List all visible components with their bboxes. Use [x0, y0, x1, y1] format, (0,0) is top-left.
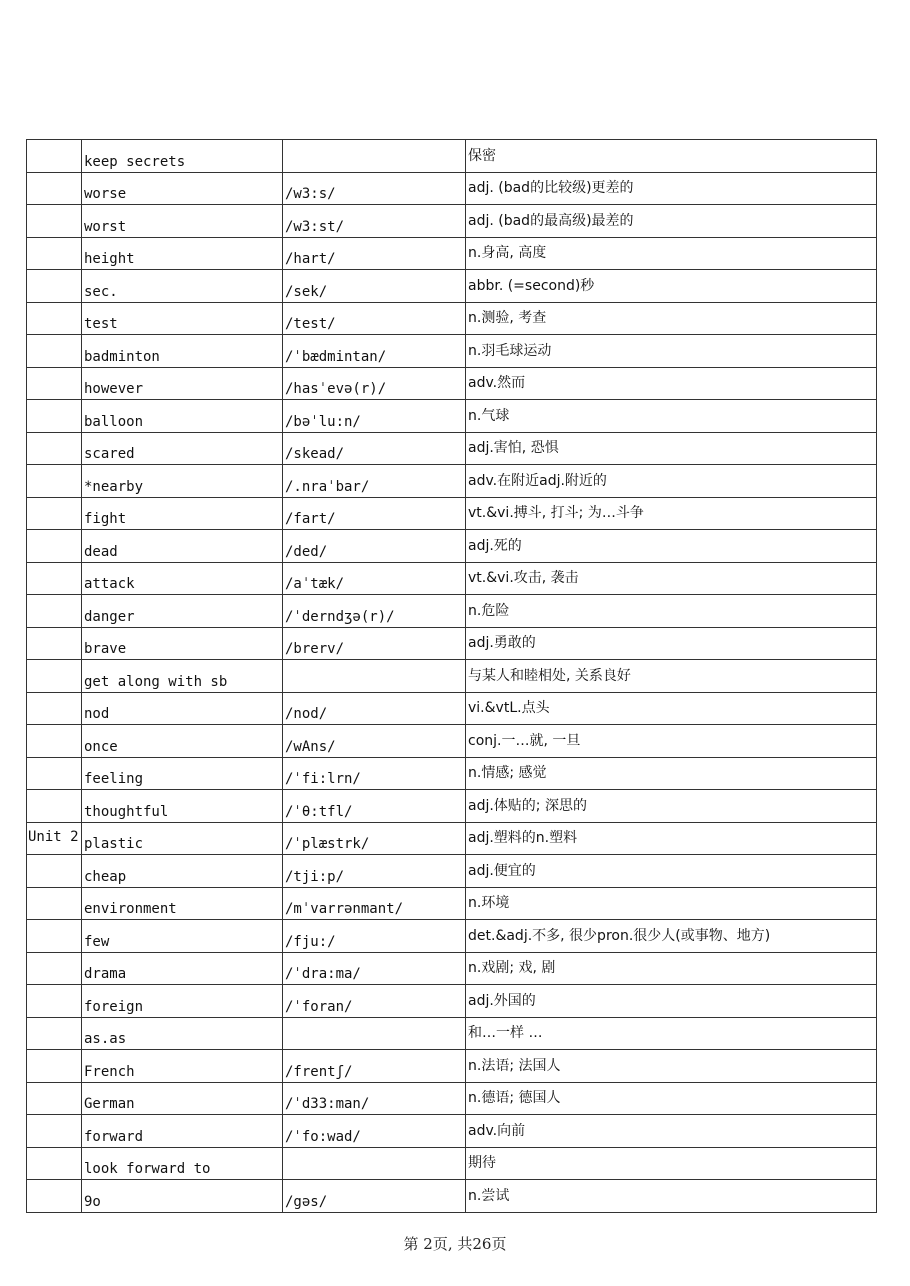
meaning-cell: adv.然而: [466, 367, 877, 400]
phonetic-cell: /brerv/: [283, 627, 466, 660]
meaning-cell: adj.体贴的; 深思的: [466, 790, 877, 823]
phonetic-cell: /hart/: [283, 237, 466, 270]
table-row: [27, 140, 877, 173]
word-cell: feeling: [82, 757, 283, 790]
word-cell: get along with sb: [82, 660, 283, 693]
phonetic-cell: /nod/: [283, 692, 466, 725]
page-footer: 第 2页, 共26页: [403, 1235, 507, 1253]
word-cell: balloon: [82, 400, 283, 433]
unit-cell: [27, 497, 82, 530]
phonetic-cell: /skead/: [283, 432, 466, 465]
phonetic-cell: /fart/: [283, 497, 466, 530]
unit-cell: [27, 920, 82, 953]
word-cell: once: [82, 725, 283, 758]
unit-cell: Unit 2: [27, 822, 82, 855]
table-row: [27, 172, 877, 205]
unit-cell: [27, 432, 82, 465]
unit-cell: [27, 952, 82, 985]
table-row: [27, 790, 877, 823]
table-row: [27, 952, 877, 985]
table-row: [27, 985, 877, 1018]
phonetic-cell: /tji:p/: [283, 855, 466, 888]
unit-cell: [27, 725, 82, 758]
word-cell: dead: [82, 530, 283, 563]
table-row: [27, 627, 877, 660]
meaning-cell: vi.&vtL.点头: [466, 692, 877, 725]
meaning-cell: n.环境: [466, 887, 877, 920]
meaning-cell: 期待: [466, 1147, 877, 1180]
word-cell: fight: [82, 497, 283, 530]
word-cell: plastic: [82, 822, 283, 855]
table-row: [27, 1115, 877, 1148]
word-cell: nod: [82, 692, 283, 725]
phonetic-cell: /ˈplæstrk/: [283, 822, 466, 855]
phonetic-cell: /bəˈlu:n/: [283, 400, 466, 433]
word-cell: forward: [82, 1115, 283, 1148]
table-row: [27, 367, 877, 400]
phonetic-cell: /ˈforan/: [283, 985, 466, 1018]
word-cell: worse: [82, 172, 283, 205]
phonetic-cell: /wAns/: [283, 725, 466, 758]
table-row: [27, 562, 877, 595]
table-row: [27, 887, 877, 920]
unit-cell: [27, 270, 82, 303]
meaning-cell: adv.在附近adj.附近的: [466, 465, 877, 498]
phonetic-cell: /w3:st/: [283, 205, 466, 238]
meaning-cell: adj.害怕, 恐惧: [466, 432, 877, 465]
table-row: [27, 237, 877, 270]
unit-cell: [27, 985, 82, 1018]
unit-cell: [27, 237, 82, 270]
meaning-cell: n.德语; 德国人: [466, 1082, 877, 1115]
meaning-cell: n.情感; 感觉: [466, 757, 877, 790]
meaning-cell: adj.勇敢的: [466, 627, 877, 660]
meaning-cell: 和…一样 …: [466, 1017, 877, 1050]
table-row: [27, 497, 877, 530]
phonetic-cell: /w3:s/: [283, 172, 466, 205]
unit-cell: [27, 465, 82, 498]
unit-cell: [27, 790, 82, 823]
phonetic-cell: /ˈd33:man/: [283, 1082, 466, 1115]
meaning-cell: conj.一…就, 一旦: [466, 725, 877, 758]
unit-cell: [27, 335, 82, 368]
table-row: [27, 335, 877, 368]
word-cell: height: [82, 237, 283, 270]
phonetic-cell: [283, 1017, 466, 1050]
unit-cell: [27, 1082, 82, 1115]
meaning-cell: n.羽毛球运动: [466, 335, 877, 368]
table-row: [27, 660, 877, 693]
phonetic-cell: /.nraˈbar/: [283, 465, 466, 498]
phonetic-cell: /fju:/: [283, 920, 466, 953]
phonetic-cell: [283, 140, 466, 173]
word-cell: 9o: [82, 1180, 283, 1213]
unit-cell: [27, 1017, 82, 1050]
table-row: [27, 1180, 877, 1213]
unit-cell: [27, 367, 82, 400]
meaning-cell: adv.向前: [466, 1115, 877, 1148]
word-cell: few: [82, 920, 283, 953]
unit-cell: [27, 562, 82, 595]
meaning-cell: n.身高, 高度: [466, 237, 877, 270]
phonetic-cell: /test/: [283, 302, 466, 335]
table-row: [27, 270, 877, 303]
vocabulary-table-body: [27, 140, 877, 1213]
unit-cell: [27, 1147, 82, 1180]
phonetic-cell: /mˈvarrənmant/: [283, 887, 466, 920]
word-cell: sec.: [82, 270, 283, 303]
meaning-cell: n.尝试: [466, 1180, 877, 1213]
word-cell: look forward to: [82, 1147, 283, 1180]
unit-cell: [27, 302, 82, 335]
unit-cell: [27, 1115, 82, 1148]
word-cell: thoughtful: [82, 790, 283, 823]
phonetic-cell: [283, 1147, 466, 1180]
unit-cell: [27, 595, 82, 628]
phonetic-cell: /hasˈevə(r)/: [283, 367, 466, 400]
unit-cell: [27, 692, 82, 725]
meaning-cell: n.气球: [466, 400, 877, 433]
meaning-cell: 保密: [466, 140, 877, 173]
meaning-cell: adj. (bad的最高级)最差的: [466, 205, 877, 238]
phonetic-cell: /sek/: [283, 270, 466, 303]
table-row: [27, 1082, 877, 1115]
unit-cell: [27, 757, 82, 790]
word-cell: scared: [82, 432, 283, 465]
vocabulary-table: [26, 139, 877, 1213]
word-cell: environment: [82, 887, 283, 920]
table-row: [27, 757, 877, 790]
phonetic-cell: /ˈfi:lrn/: [283, 757, 466, 790]
word-cell: danger: [82, 595, 283, 628]
meaning-cell: n.测验, 考查: [466, 302, 877, 335]
table-row: [27, 920, 877, 953]
meaning-cell: det.&adj.不多, 很少pron.很少人(或事物、地方): [466, 920, 877, 953]
word-cell: however: [82, 367, 283, 400]
meaning-cell: adj.外国的: [466, 985, 877, 1018]
meaning-cell: adj.死的: [466, 530, 877, 563]
table-row: [27, 465, 877, 498]
table-row: [27, 432, 877, 465]
table-row: [27, 692, 877, 725]
table-row: [27, 400, 877, 433]
phonetic-cell: /gəs/: [283, 1180, 466, 1213]
word-cell: *nearby: [82, 465, 283, 498]
table-row: [27, 855, 877, 888]
phonetic-cell: /ˈθ:tfl/: [283, 790, 466, 823]
word-cell: German: [82, 1082, 283, 1115]
meaning-cell: adj. (bad的比较级)更差的: [466, 172, 877, 205]
unit-cell: [27, 887, 82, 920]
unit-cell: [27, 1180, 82, 1213]
phonetic-cell: /ˈderndʒə(r)/: [283, 595, 466, 628]
unit-cell: [27, 205, 82, 238]
phonetic-cell: /frentʃ/: [283, 1050, 466, 1083]
meaning-cell: 与某人和睦相处, 关系良好: [466, 660, 877, 693]
table-row: [27, 1017, 877, 1050]
unit-cell: [27, 140, 82, 173]
meaning-cell: adj.便宜的: [466, 855, 877, 888]
unit-cell: [27, 627, 82, 660]
word-cell: test: [82, 302, 283, 335]
meaning-cell: n.法语; 法国人: [466, 1050, 877, 1083]
unit-cell: [27, 660, 82, 693]
word-cell: French: [82, 1050, 283, 1083]
meaning-cell: adj.塑料的n.塑料: [466, 822, 877, 855]
word-cell: attack: [82, 562, 283, 595]
meaning-cell: vt.&vi.搏斗, 打斗; 为…斗争: [466, 497, 877, 530]
word-cell: cheap: [82, 855, 283, 888]
table-row: [27, 595, 877, 628]
table-row: [27, 822, 877, 855]
word-cell: worst: [82, 205, 283, 238]
word-cell: badminton: [82, 335, 283, 368]
phonetic-cell: /ˈfo:wad/: [283, 1115, 466, 1148]
phonetic-cell: [283, 660, 466, 693]
table-row: [27, 530, 877, 563]
meaning-cell: n.戏剧; 戏, 剧: [466, 952, 877, 985]
word-cell: keep secrets: [82, 140, 283, 173]
word-cell: drama: [82, 952, 283, 985]
unit-cell: [27, 172, 82, 205]
word-cell: as.as: [82, 1017, 283, 1050]
unit-cell: [27, 855, 82, 888]
phonetic-cell: /ded/: [283, 530, 466, 563]
meaning-cell: abbr. (=second)秒: [466, 270, 877, 303]
unit-cell: [27, 530, 82, 563]
unit-cell: [27, 1050, 82, 1083]
meaning-cell: vt.&vi.攻击, 袭击: [466, 562, 877, 595]
word-cell: brave: [82, 627, 283, 660]
phonetic-cell: /ˈbædmintan/: [283, 335, 466, 368]
phonetic-cell: /aˈtæk/: [283, 562, 466, 595]
table-row: [27, 1147, 877, 1180]
table-row: [27, 205, 877, 238]
table-row: [27, 725, 877, 758]
word-cell: foreign: [82, 985, 283, 1018]
table-row: [27, 1050, 877, 1083]
phonetic-cell: /ˈdra:ma/: [283, 952, 466, 985]
meaning-cell: n.危险: [466, 595, 877, 628]
table-row: [27, 302, 877, 335]
unit-cell: [27, 400, 82, 433]
